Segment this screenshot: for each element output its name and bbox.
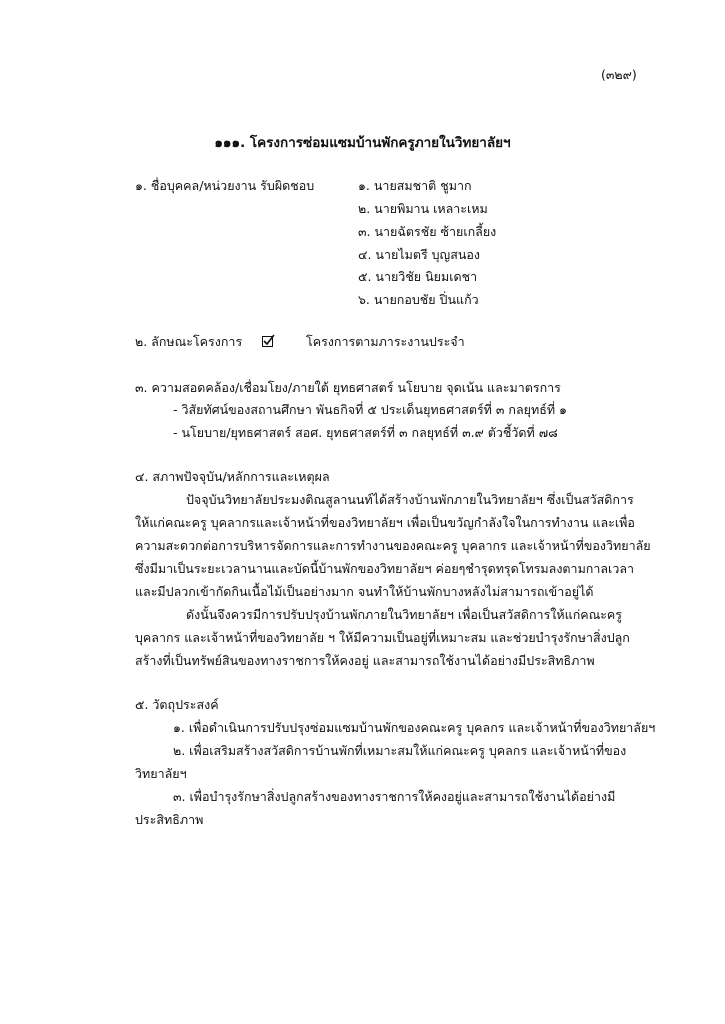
person-3: ๓. นายฉัตรชัย ซ้ายเกลี้ยง xyxy=(358,224,497,239)
rationale-line: ซึ่งมีมาเป็นระยะเวลานานและบัดนี้บ้านพักของวิทยาลัยฯ ค่อยๆชำรุดทรุดโทรมลงตามกาลเวลา xyxy=(135,561,635,576)
project-type-checkbox xyxy=(262,336,273,347)
section-2-label: ๒. ลักษณะโครงการ xyxy=(135,334,243,349)
checkmark-icon xyxy=(262,334,275,347)
person-5: ๕. นายวิชัย นิยมเดชา xyxy=(358,269,478,284)
rationale-line: ปัจจุบันวิทยาลัยประมงติณสูลานนท์ได้สร้างบ้านพักภายในวิทยาลัยฯ ซึ่งเป็นสวัสดิการ xyxy=(186,492,634,507)
section-1-label: ๑. ชื่อบุคคล/หน่วยงาน รับผิดชอบ xyxy=(135,178,315,193)
rationale-line: ความสะดวกต่อการบริหารจัดการและการทำงานของคณะครู บุคลากร และเจ้าหน้าที่ของวิทยาลัย xyxy=(135,538,651,553)
page-number: (๓๒๙) xyxy=(601,67,637,82)
document-title: ๑๑๑. โครงการซ่อมแซมบ้านพักครูภายในวิทยาลัยฯ xyxy=(214,135,511,151)
section-5-label: ๕. วัตถุประสงค์ xyxy=(135,697,219,712)
objective-line: ๑. เพื่อดำเนินการปรับปรุงซ่อมแซมบ้านพักของคณะครู บุคลกร และเจ้าหน้าที่ของวิทยาลัยฯ xyxy=(173,720,656,735)
rationale-line: สร้างที่เป็นทรัพย์สินของทางราชการให้คงอยู่ และสามารถใช้งานได้อย่างมีประสิทธิภาพ xyxy=(135,653,595,668)
objective-line: ๓. เพื่อบำรุงรักษาสิ่งปลูกสร้างของทางราชการให้คงอยู่และสามารถใช้งานได้อย่างมี xyxy=(173,789,616,804)
project-type-option: โครงการตามภาระงานประจำ xyxy=(306,334,465,349)
person-2: ๒. นายพิมาน เหลาะเหม xyxy=(358,201,488,216)
person-4: ๔. นายไมตรี บุญสนอง xyxy=(358,247,480,262)
objective-line: ประสิทธิภาพ xyxy=(135,812,204,827)
objective-line: วิทยาลัยฯ xyxy=(135,766,187,781)
rationale-line: และมีปลวกเข้ากัดกินเนื้อไม้เป็นอย่างมาก จนทำให้บ้านพักบางหลังไม่สามารถเข้าอยู่ได้ xyxy=(135,584,594,599)
alignment-item-1: - วิสัยทัศน์ของสถานศึกษา พันธกิจที่ ๕ ประเด็นยุทธศาสตร์ที่ ๓ กลยุทธ์ที่ ๑ xyxy=(173,402,567,417)
rationale-line: ให้แก่คณะครู บุคลากรและเจ้าหน้าที่ของวิทยาลัยฯ เพื่อเป็นขวัญกำลังใจในการทำงาน และเพื่อ xyxy=(135,515,635,530)
objective-line: ๒. เพื่อเสริมสร้างสวัสดิการบ้านพักที่เหมาะสมให้แก่คณะครู บุคลกร และเจ้าหน้าที่ของ xyxy=(173,743,627,758)
section-4-label: ๔. สภาพปัจจุบัน/หลักการและเหตุผล xyxy=(135,469,330,484)
section-3-label: ๓. ความสอดคล้อง/เชื่อมโยง/ภายใต้ ยุทธศาสตร์ นโยบาย จุดเน้น และมาตรการ xyxy=(135,380,561,395)
rationale-line: ดังนั้นจึงควรมีการปรับปรุงบ้านพักภายในวิทยาลัยฯ เพื่อเป็นสวัสดิการให้แก่คณะครู xyxy=(186,607,623,622)
rationale-line: บุคลากร และเจ้าหน้าที่ของวิทยาลัย ฯ ให้มีความเป็นอยู่ที่เหมาะสม และช่วยบำรุงรักษาสิ่งปลูก xyxy=(135,630,630,645)
person-6: ๖. นายกอบชัย ปิ่นแก้ว xyxy=(358,292,479,307)
alignment-item-2: - นโยบาย/ยุทธศาสตร์ สอศ. ยุทธศาสตร์ที่ ๓ กลยุทธ์ที่ ๓.๙ ตัวชี้วัดที่ ๗๘ xyxy=(173,425,558,440)
person-1: ๑. นายสมชาติ ชูมาก xyxy=(358,178,472,193)
